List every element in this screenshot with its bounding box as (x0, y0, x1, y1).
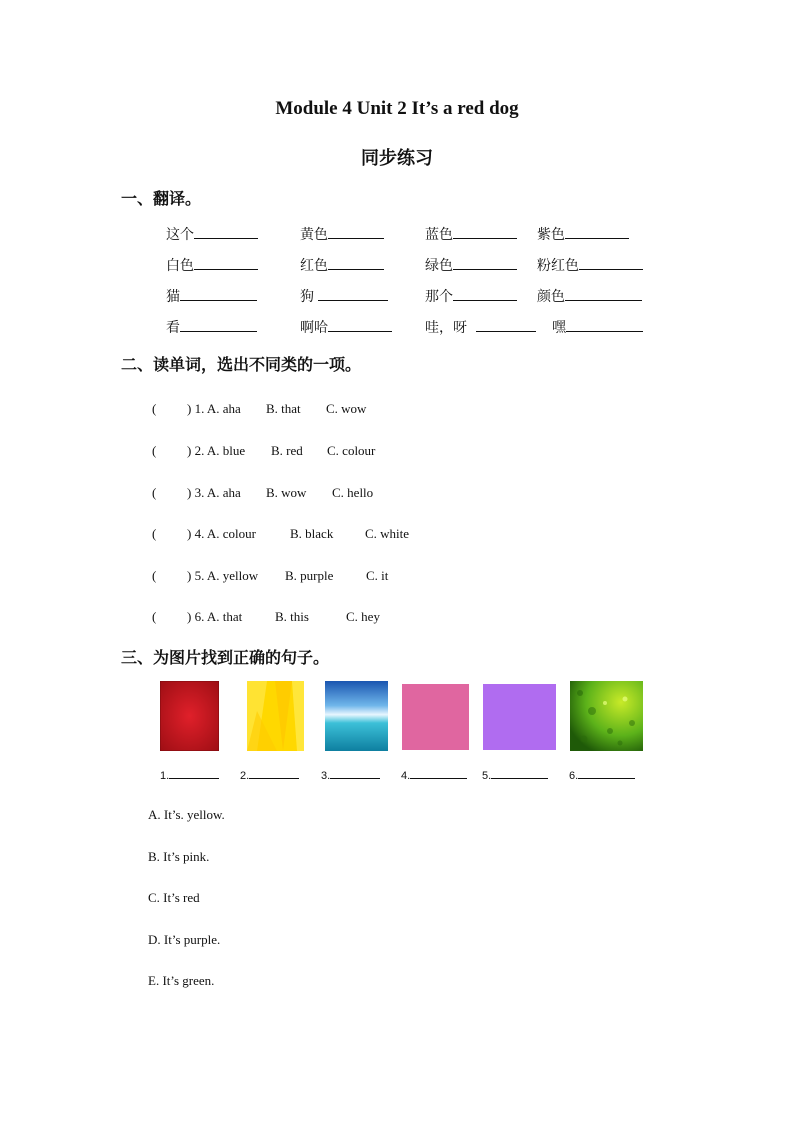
answer-blank[interactable] (565, 224, 629, 239)
answer-paren[interactable]: ( (152, 568, 157, 583)
answer-blank[interactable] (578, 766, 635, 779)
red-swatch (160, 681, 219, 751)
vocab-item: 黄色 (300, 224, 384, 244)
answer-blank[interactable] (180, 286, 257, 301)
answer-paren[interactable]: ( (152, 485, 157, 500)
vocab-item: 红色 (300, 255, 384, 275)
answer-paren[interactable]: ( (152, 443, 157, 458)
picture-label-4: 4. (401, 766, 467, 782)
vocab-item: 紫色 (537, 224, 629, 244)
picture-label-3: 3. (321, 766, 380, 782)
vocab-item: 啊哈 (300, 317, 392, 337)
sentence-option-a: A. It’s. yellow. (148, 807, 225, 822)
question-option-b: B. wow (266, 485, 307, 500)
question-option-b: B. that (266, 401, 301, 416)
vocab-item: 白色 (166, 255, 258, 275)
answer-blank[interactable] (328, 255, 384, 270)
question-option-a: ) 1. A. aha (187, 401, 241, 416)
question-option-a: ) 6. A. that (187, 609, 243, 624)
green-swatch (570, 681, 643, 751)
page-title: Module 4 Unit 2 It’s a red dog (275, 98, 519, 119)
question-option-c: C. wow (326, 401, 367, 416)
answer-blank[interactable] (328, 317, 392, 332)
answer-blank[interactable] (476, 317, 536, 332)
answer-blank[interactable] (169, 766, 219, 779)
question-option-a: ) 2. A. blue (187, 443, 246, 458)
answer-paren[interactable]: ( (152, 526, 157, 541)
sentence-option-c: C. It’s red (148, 890, 200, 905)
answer-blank[interactable] (453, 255, 517, 270)
question-option-c: C. hey (346, 609, 380, 624)
vocab-item: 嘿 (552, 317, 643, 337)
picture-label-1: 1. (160, 766, 219, 782)
question-option-c: C. colour (327, 443, 376, 458)
question-option-b: B. purple (285, 568, 334, 583)
question-option-a: ) 5. A. yellow (187, 568, 259, 583)
answer-blank[interactable] (565, 286, 642, 301)
answer-blank[interactable] (330, 766, 380, 779)
answer-blank[interactable] (180, 317, 257, 332)
answer-blank[interactable] (453, 286, 517, 301)
answer-blank[interactable] (453, 224, 517, 239)
answer-blank[interactable] (410, 766, 467, 779)
answer-blank[interactable] (579, 255, 643, 270)
picture-label-6: 6. (569, 766, 635, 782)
question-option-a: ) 4. A. colour (187, 526, 256, 541)
page-subtitle: 同步练习 (361, 148, 433, 169)
sentence-option-d: D. It’s purple. (148, 932, 221, 947)
question-option-c: C. hello (332, 485, 374, 500)
vocab-item: 狗 (300, 286, 388, 306)
purple-swatch (483, 684, 556, 750)
answer-blank[interactable] (566, 317, 643, 332)
answer-blank[interactable] (249, 766, 299, 779)
answer-blank[interactable] (491, 766, 548, 779)
vocab-item: 那个 (425, 286, 517, 306)
answer-blank[interactable] (194, 224, 258, 239)
vocab-item: 看 (166, 317, 257, 337)
vocab-item: 猫 (166, 286, 257, 306)
question-option-a: ) 3. A. aha (187, 485, 241, 500)
question-option-b: B. red (271, 443, 303, 458)
answer-blank[interactable] (318, 286, 388, 301)
question-option-c: C. it (366, 568, 389, 583)
answer-paren[interactable]: ( (152, 401, 157, 416)
picture-label-2: 2. (240, 766, 299, 782)
section-1-heading: 一、翻译。 (121, 189, 202, 208)
picture-label-5: 5. (482, 766, 548, 782)
pink-swatch (402, 684, 469, 750)
question-option-b: B. black (290, 526, 334, 541)
sentence-option-b: B. It’s pink. (148, 849, 210, 864)
question-option-b: B. this (275, 609, 309, 624)
answer-blank[interactable] (328, 224, 384, 239)
answer-blank[interactable] (194, 255, 258, 270)
answer-paren[interactable]: ( (152, 609, 157, 624)
yellow-swatch (247, 681, 304, 751)
question-option-c: C. white (365, 526, 410, 541)
vocab-item: 粉红色 (537, 255, 643, 275)
vocab-item: 哇，呀 (425, 317, 536, 337)
section-3-heading: 三、为图片找到正确的句子。 (121, 648, 330, 667)
sentence-option-e: E. It’s green. (148, 973, 215, 988)
vocab-item: 颜色 (537, 286, 642, 306)
vocab-item: 这个 (166, 224, 258, 244)
vocab-item: 绿色 (425, 255, 517, 275)
vocab-item: 蓝色 (425, 224, 517, 244)
blue-swatch (325, 681, 388, 751)
section-2-heading: 二、读单词，选出不同类的一项。 (121, 355, 362, 374)
